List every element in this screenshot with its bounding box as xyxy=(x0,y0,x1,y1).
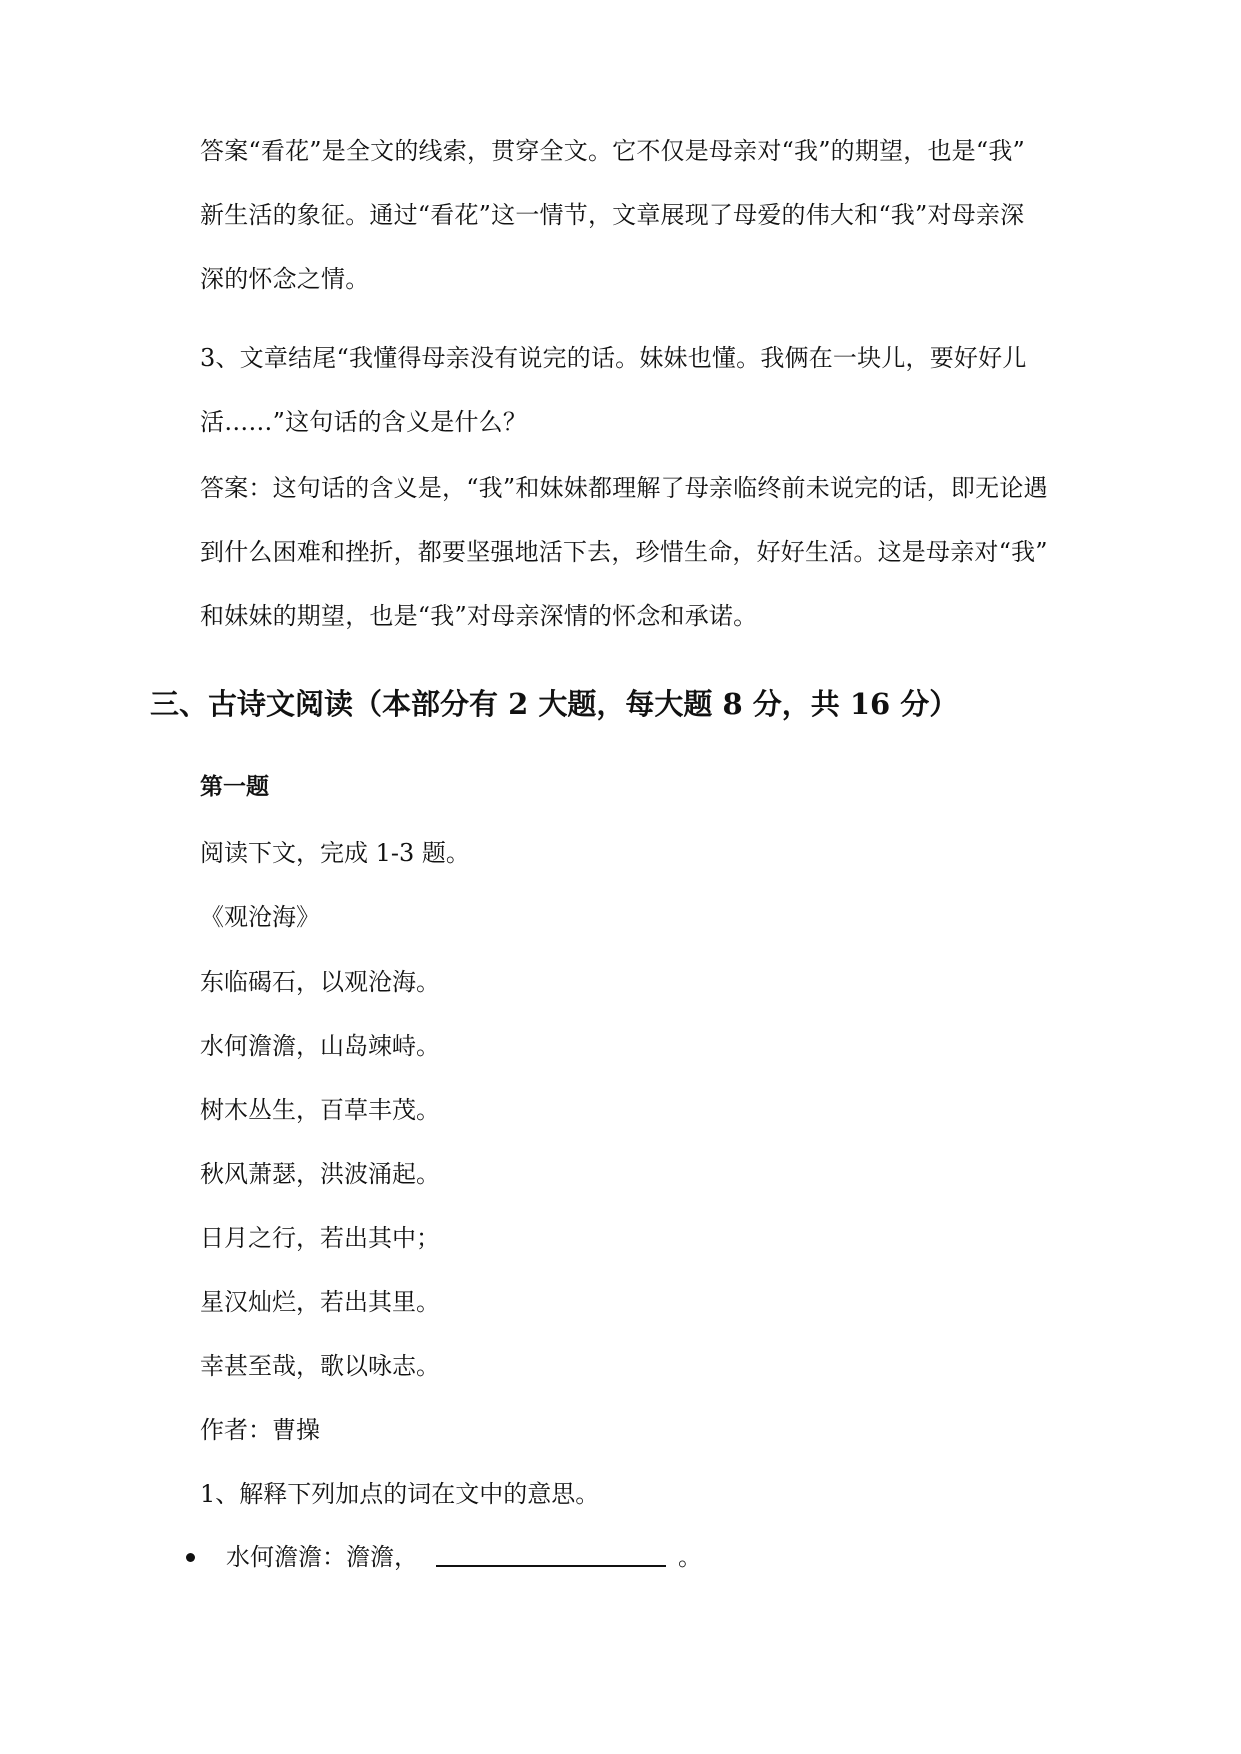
answer-blank[interactable] xyxy=(436,1541,666,1567)
poem-line: 日月之行，若出其中； xyxy=(200,1224,440,1252)
answer-3-line-1: 答案：这句话的含义是，“我”和妹妹都理解了母亲临终前未说完的话，即无论遇 xyxy=(200,474,1048,502)
question-3-line-1: 3、文章结尾“我懂得母亲没有说完的话。妹妹也懂。我俩在一块儿，要好好儿 xyxy=(200,344,1027,372)
instruction-text: 阅读下文，完成 1-3 题。 xyxy=(200,839,470,867)
answer-3-line-2: 到什么困难和挫折，都要坚强地活下去，珍惜生命，好好生活。这是母亲对“我” xyxy=(200,538,1048,566)
poem-line: 星汉灿烂，若出其里。 xyxy=(200,1288,440,1316)
poem-title: 《观沧海》 xyxy=(200,903,320,931)
poem-line: 水何澹澹，山岛竦峙。 xyxy=(200,1032,440,1060)
question-1-text: 1、解释下列加点的词在文中的意思。 xyxy=(200,1480,600,1508)
section-title: 三、古诗文阅读（本部分有 2 大题，每大题 8 分，共 16 分） xyxy=(150,687,959,721)
bullet-dot-icon xyxy=(186,1553,195,1562)
poem-line: 幸甚至哉，歌以咏志。 xyxy=(200,1352,440,1380)
poem-line: 秋风萧瑟，洪波涌起。 xyxy=(200,1160,440,1188)
bullet-item-1-prefix: 水何澹澹：澹澹， xyxy=(226,1543,418,1571)
answer-2-line-3: 深的怀念之情。 xyxy=(200,265,370,293)
poem-line: 东临碣石，以观沧海。 xyxy=(200,968,440,996)
answer-2-line-1: 答案“看花”是全文的线索，贯穿全文。它不仅是母亲对“我”的期望，也是“我” xyxy=(200,137,1026,165)
poem-author: 作者：曹操 xyxy=(200,1416,320,1444)
subheading-first-question: 第一题 xyxy=(200,773,269,800)
poem-line: 树木丛生，百草丰茂。 xyxy=(200,1096,440,1124)
question-3-line-2: 活……”这句话的含义是什么？ xyxy=(200,408,528,436)
answer-3-line-3: 和妹妹的期望，也是“我”对母亲深情的怀念和承诺。 xyxy=(200,602,758,630)
bullet-item-1-suffix: 。 xyxy=(678,1543,702,1571)
bullet-item-1 xyxy=(226,1537,702,1577)
answer-2-line-2: 新生活的象征。通过“看花”这一情节，文章展现了母爱的伟大和“我”对母亲深 xyxy=(200,201,1025,229)
